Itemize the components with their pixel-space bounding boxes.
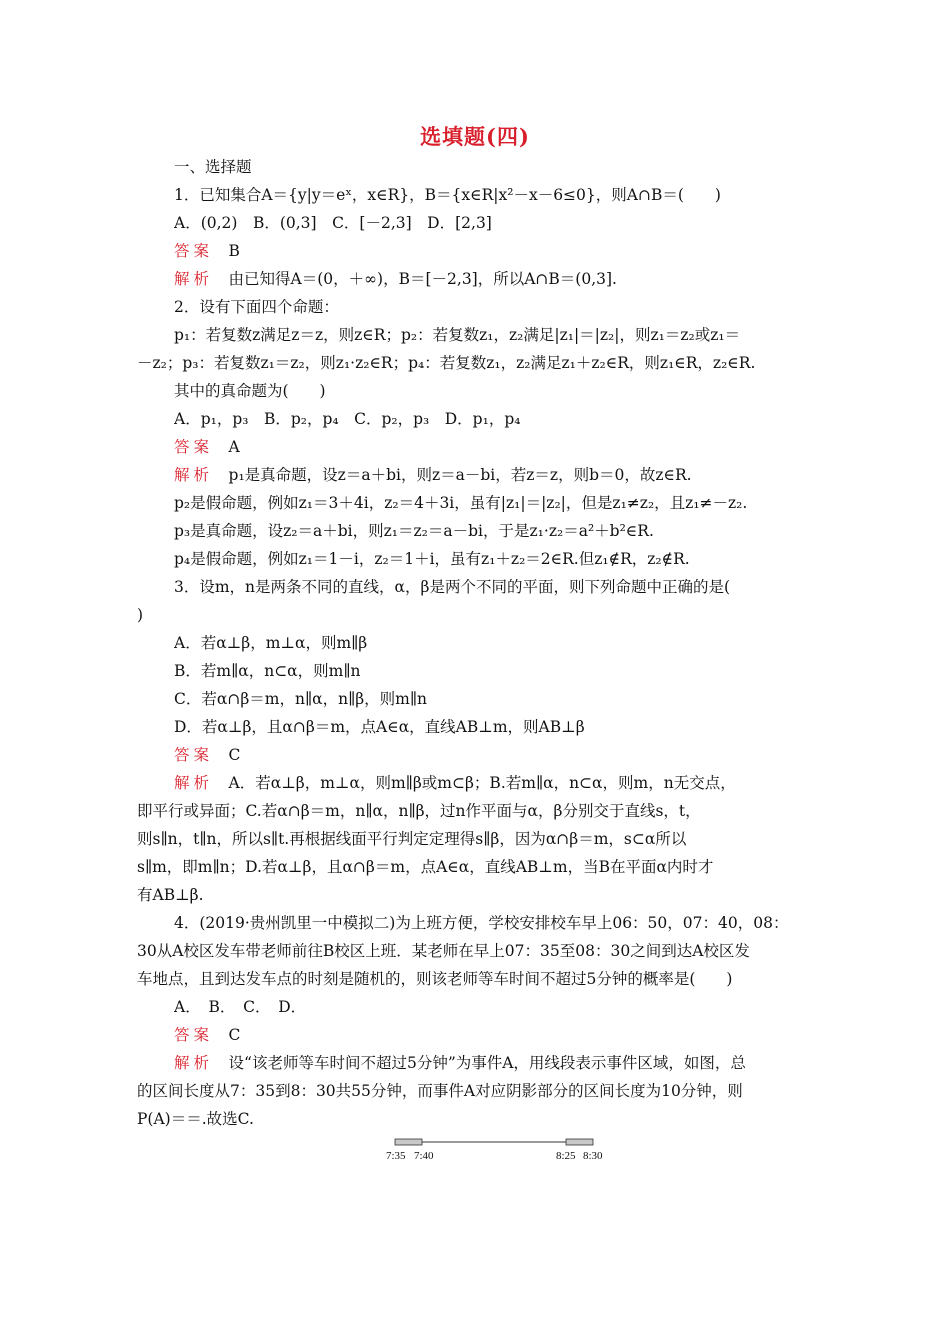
q2-analysis-3: p₃是真命题，设z₂＝a＋bi，则z₁＝z₂＝a－bi，于是z₁·z₂＝a²＋b²∈R. [174,522,654,540]
analysis-label: 解析 [174,1054,214,1072]
tick-label-735: 7:35 [386,1150,406,1162]
q2-analysis-2: p₂是假命题，例如z₁＝3＋4i，z₂＝4＋3i，虽有|z₁|＝|z₂|，但是z₁≠z₂，且z₁≠－z₂. [174,494,748,512]
q2-propositions-line1: p₁：若复数z满足z＝z，则z∈R；p₂：若复数z₁，z₂满足|z₁|＝|z₂|，则z₁＝z₂或z₁＝ [174,326,741,344]
q2-analysis-4: p₄是假命题，例如z₁＝1－i，z₂＝1＋i，虽有z₁＋z₂＝2∈R.但z₁∉R，z₂∉R. [174,550,690,568]
q2-answer-row [174,436,817,458]
q2-answer: A [228,438,240,456]
answer-label: 答案 [174,1026,214,1044]
answer-label: 答案 [174,438,214,456]
page-title: 选填题(四) [420,124,530,149]
q4-stem-2: 30从A校区发车带老师前往B校区上班．某老师在早上07：35至08：30之间到达A校区发 [137,942,750,960]
q1-answer: B [228,242,240,260]
q4-analysis-3: P(A)＝＝.故选C. [137,1110,254,1128]
q3-option-b: B．若m∥α，n⊂α，则m∥n [174,662,361,680]
q3-stem-1: 3．设m，n是两条不同的直线，α，β是两个不同的平面，则下列命题中正确的是( [174,578,731,596]
q4-analysis-row [174,1052,817,1074]
q3-analysis-2: 即平行或异面；C.若α∩β＝m，n∥α，n∥β，过n作平面与α，β分别交于直线s，t， [137,802,701,820]
q2-propositions-line2: －z₂；p₃：若复数z₁＝z₂，则z₁·z₂∈R；p₄：若复数z₁，z₂满足z₁＋z₂∈R，则z₁∈R，z₂∈R. [137,354,756,372]
shaded-segment-1 [395,1139,422,1145]
q2-analysis-1: p₁是真命题，设z＝a＋bi，则z＝a－bi，若z＝z，则b＝0，故z∈R. [228,466,692,484]
analysis-label: 解析 [174,270,214,288]
q3-analysis-3: 则s∥n，t∥n，所以s∥t.再根据线面平行判定定理得s∥β，因为α∩β＝m，s⊂α所以 [137,830,687,848]
q1-answer-row [174,240,817,262]
q3-analysis-row [174,772,817,794]
tick-label-740: 7:40 [414,1150,434,1162]
q4-answer-row [174,1024,817,1046]
q2-options: A．p₁，p₃ B．p₂，p₄ C．p₂，p₃ D．p₁，p₄ [174,410,521,428]
q3-option-a: A．若α⊥β，m⊥α，则m∥β [174,634,368,652]
answer-label: 答案 [174,242,214,260]
q3-option-c: C．若α∩β＝m，n∥α，n∥β，则m∥n [174,690,428,708]
q4-options: A． B． C． D． [174,998,307,1016]
q3-answer: C [228,746,241,764]
q4-stem-3: 车地点，且到达发车点的时刻是随机的，则该老师等车时间不超过5分钟的概率是( ) [137,970,733,988]
q2-true-question: 其中的真命题为( ) [174,382,326,400]
q4-stem-1: 4．(2019·贵州凯里一中模拟二)为上班方便，学校安排校车早上06：50，07：40，08： [174,914,789,932]
answer-label: 答案 [174,746,214,764]
q1-analysis: 由已知得A＝(0，＋∞)，B＝[－2,3]，所以A∩B＝(0,3]. [228,270,617,288]
q1-analysis-row [174,268,817,290]
tick-label-825: 8:25 [556,1150,576,1162]
timeline-line [380,1128,620,1148]
q3-analysis-1: A．若α⊥β，m⊥α，则m∥β或m⊂β；B.若m∥α，n⊂α，则m，n无交点， [228,774,736,792]
q2-analysis-row [174,464,817,486]
q3-stem-2: ) [137,606,144,624]
q1-options: A．(0,2) B．(0,3] C．[－2,3] D．[2,3] [174,214,492,232]
q3-analysis-4: s∥m，即m∥n；D.若α⊥β，且α∩β＝m，点A∈α，直线AB⊥m，当B在平面α内时才 [137,858,714,876]
shaded-segment-2 [566,1139,593,1145]
section-heading: 一、选择题 [174,158,252,176]
timeline-figure [380,1128,620,1168]
tick-label-830: 8:30 [583,1150,603,1162]
q4-answer: C [228,1026,241,1044]
q3-option-d: D．若α⊥β，且α∩β＝m，点A∈α，直线AB⊥m，则AB⊥β [174,718,585,736]
q1-stem: 1．已知集合A＝{y|y＝eˣ，x∈R}，B＝{x∈R|x²－x－6≤0}，则A∩B＝( ) [174,186,721,204]
analysis-label: 解析 [174,774,214,792]
analysis-label: 解析 [174,466,214,484]
q3-answer-row [174,744,817,766]
q4-analysis-2: 的区间长度从7：35到8：30共55分钟，而事件A对应阴影部分的区间长度为10分钟，则 [137,1082,743,1100]
q4-analysis-1: 设“该老师等车时间不超过5分钟”为事件A，用线段表示事件区域，如图，总 [228,1054,746,1072]
q2-stem: 2．设有下面四个命题： [174,298,339,316]
q3-analysis-5: 有AB⊥β. [137,886,204,904]
